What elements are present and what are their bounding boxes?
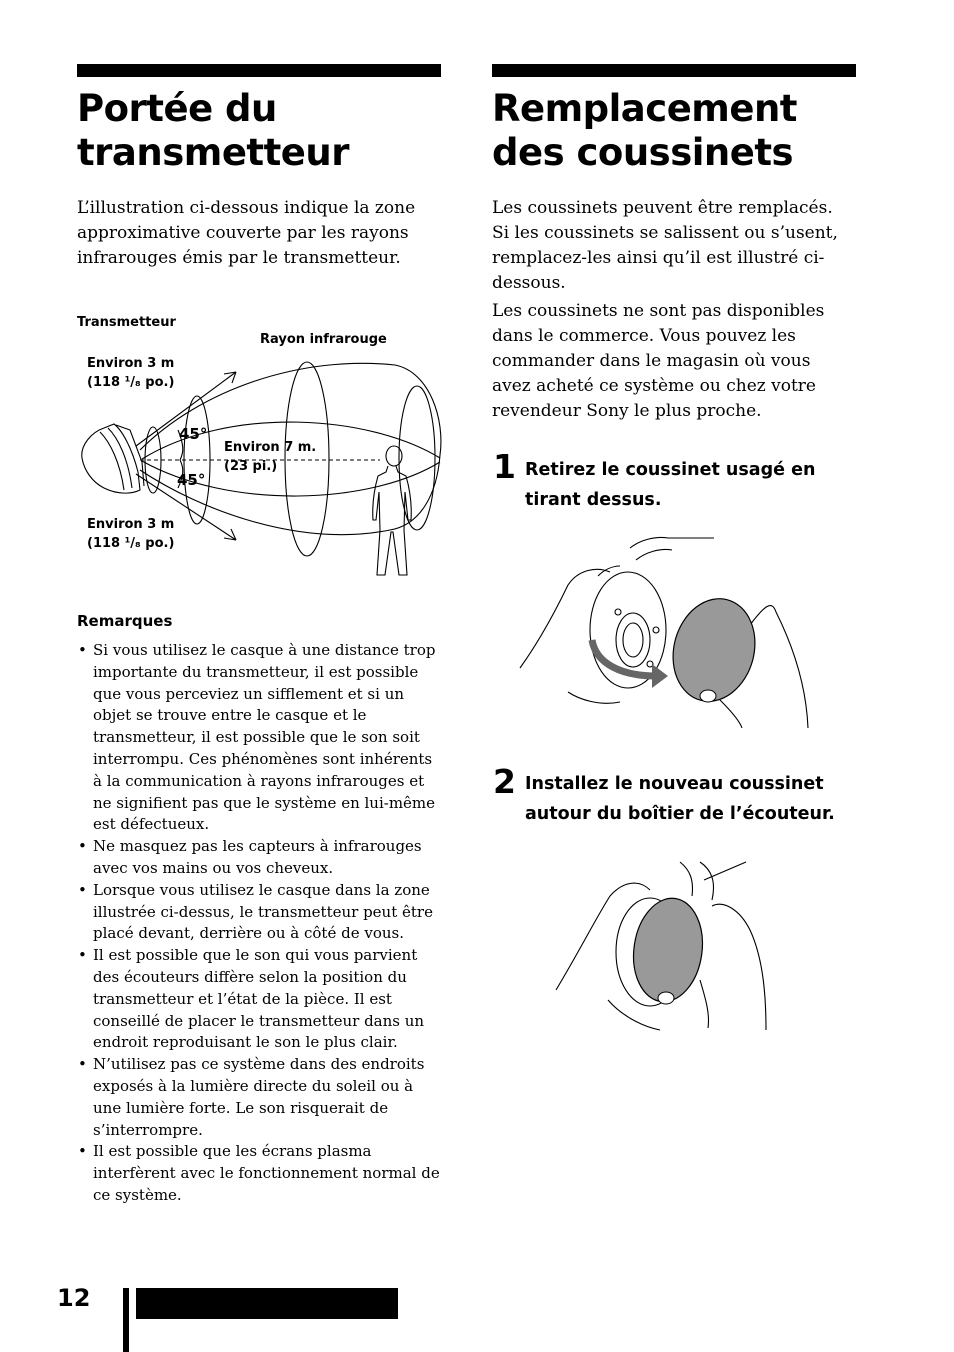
notes-heading: Remarques — [77, 612, 173, 630]
right-paragraph-2: Les coussinets ne sont pas disponibles dans le commerce. Vous pouvez les commander dans le magasin où vous avez acheté ce système ou chez votre revendeur Sony le plus proche. — [492, 301, 825, 421]
left-title-line2: transmetteur — [77, 131, 349, 174]
note-item: • Si vous utilisez le casque à une distance trop importante du transmetteur, il est possible que vous perceviez un sifflement et si un objet se trouve entre le casque et le transmetteur, il est possible que le son soit interrompu. Ces phénomènes sont inhérents à la communication à rayons infrarouges et ne signifient pas que le système en lui-même est défectueux. — [77, 640, 445, 836]
label-angle-top: 45° — [179, 425, 208, 443]
mid-distance-line2: (23 pi.) — [224, 459, 278, 474]
note-item: • Il est possible que le son qui vous parvient des écouteurs diffère selon la position du transmetteur et l’état de la pièce. Il est conseillé de placer le transmetteur dans un endroit reproduisant le son le plus clair. — [77, 945, 445, 1054]
top-distance-line1: Environ 3 m — [87, 356, 175, 371]
footer-black-tab — [136, 1288, 398, 1319]
right-paragraph-1: Les coussinets peuvent être remplacés. Si les coussinets se salissent ou s’usent, remplacez-les ainsi qu’il est illustré ci-dessous. — [492, 198, 838, 293]
label-infrared-ray: Rayon infrarouge — [260, 332, 387, 347]
step-2-number: 2 — [493, 762, 516, 801]
step-2-text: Installez le nouveau coussinet autour du boîtier de l’écouteur. — [525, 774, 835, 824]
left-title-line1: Portée du — [77, 87, 277, 130]
top-distance-line2: (118 ¹/₈ po.) — [87, 375, 175, 390]
page-number: 12 — [57, 1284, 91, 1312]
note-item: • Il est possible que les écrans plasma interfèrent avec le fonctionnement normal de ce système. — [77, 1141, 445, 1206]
mid-distance-line1: Environ 7 m. — [224, 440, 317, 455]
right-title-line1: Remplacement — [492, 87, 797, 130]
step-1-text: Retirez le coussinet usagé en tirant dessus. — [525, 460, 816, 510]
left-intro-text: L’illustration ci-dessous indique la zone approximative couverte par les rayons infrarouges émis par le transmetteur. — [77, 198, 416, 268]
label-transmitter: Transmetteur — [77, 315, 176, 330]
note-item: • N’utilisez pas ce système dans des endroits exposés à la lumière directe du soleil ou à une lumière forte. Le son risquerait de s’interrompre. — [77, 1054, 445, 1141]
label-angle-bottom: 45° — [177, 471, 206, 489]
bottom-distance-line1: Environ 3 m — [87, 517, 175, 532]
footer-vertical-bar — [123, 1288, 129, 1352]
right-title-line2: des coussinets — [492, 131, 794, 174]
note-item: • Lorsque vous utilisez le casque dans la zone illustrée ci-dessus, le transmetteur peut être placé devant, derrière ou à côté de vous. — [77, 880, 445, 945]
note-item: • Ne masquez pas les capteurs à infrarouges avec vos mains ou vos cheveux. — [77, 836, 445, 880]
bottom-distance-line2: (118 ¹/₈ po.) — [87, 536, 175, 551]
step-1-number: 1 — [493, 447, 516, 486]
